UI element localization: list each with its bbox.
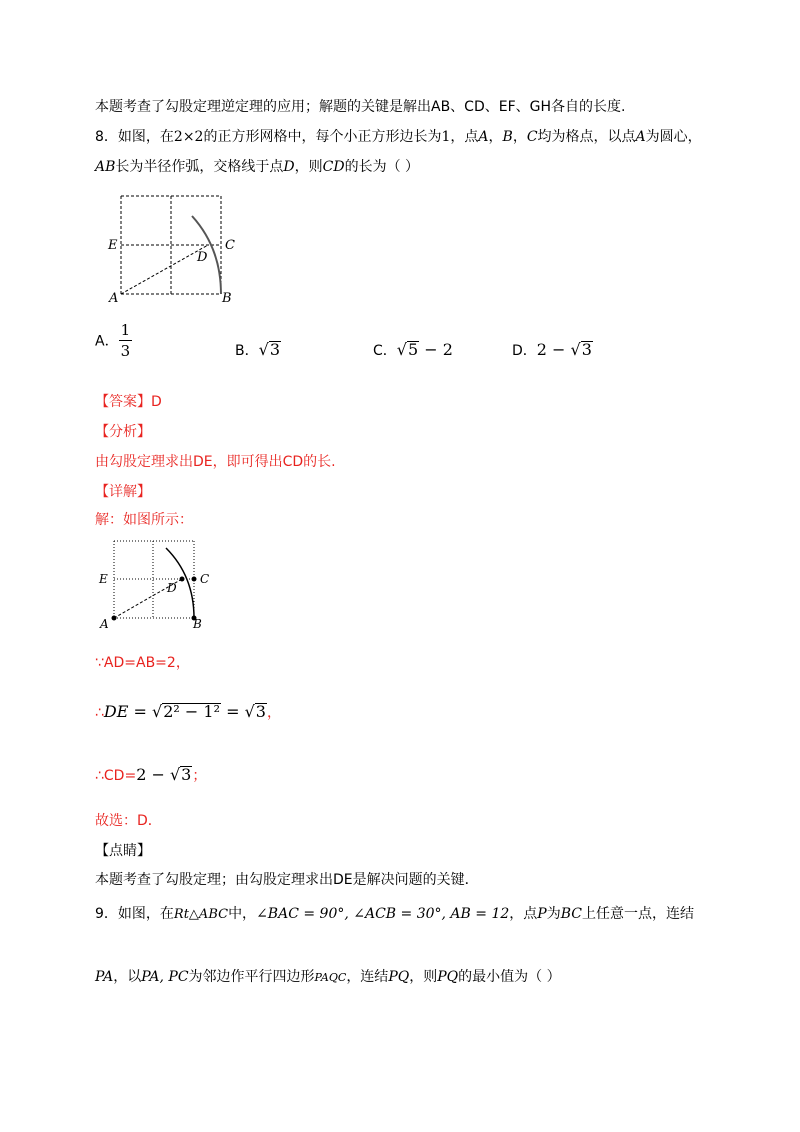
label-d: D xyxy=(167,581,177,595)
point-a xyxy=(112,616,117,621)
comment-heading: 【点睛】 xyxy=(95,843,151,859)
option-a[interactable]: A． $\frac{1}{3}$ xyxy=(95,321,131,360)
option-d[interactable]: D．2 − √3 xyxy=(512,340,592,359)
label-b: B xyxy=(193,617,202,631)
fraction: $\frac{1}{3}$ xyxy=(120,321,131,360)
point-c xyxy=(192,577,197,582)
option-c[interactable]: C．√5 − 2 xyxy=(373,340,453,359)
label-a: A xyxy=(109,291,119,306)
choose-line: 故选：D． xyxy=(95,813,162,829)
q8-line-1: 8．如图，在2×2的正方形网格中，每个小正方形边长为1，点A，B，C均为格点，以点A为圆心， xyxy=(95,129,702,145)
step-1: ∵AD=AB=2， xyxy=(95,655,190,671)
segment-ad xyxy=(121,245,208,294)
q8-figure xyxy=(105,188,245,306)
q8-line-2: AB长为半径作弧，交格线于点D，则CD的长为（ ） xyxy=(95,159,420,175)
q9-line-1: 9．如图，在Rt△ABC中，∠BAC = 90°, ∠ACB = 30°, AB = 12，点P为BC上任意一点，连结 xyxy=(95,906,694,922)
step-2: ∴DE = √2² − 1² = √3， xyxy=(95,702,281,721)
detail-intro: 解：如图所示： xyxy=(95,512,193,528)
solution-figure xyxy=(96,536,226,632)
intro-line: 本题考查了勾股定理逆定理的应用；解题的关键是解出AB、CD、EF、GH各自的长度. xyxy=(95,99,626,115)
label-e: E xyxy=(108,238,118,253)
label-d: D xyxy=(197,250,208,265)
analysis-text: 由勾股定理求出DE，即可得出CD的长. xyxy=(95,454,336,470)
label-c: C xyxy=(225,238,235,253)
label-c: C xyxy=(200,572,210,586)
step-3: ∴CD=2 − √3； xyxy=(95,765,207,784)
analysis-heading: 【分析】 xyxy=(95,424,151,440)
label-a: A xyxy=(100,617,109,631)
q9-line-2: PA，以PA, PC为邻边作平行四边形PAQC，连结PQ，则PQ的最小值为（ ） xyxy=(95,969,561,985)
point-d xyxy=(180,577,185,582)
detail-heading: 【详解】 xyxy=(95,484,151,500)
label-b: B xyxy=(222,291,232,306)
option-b[interactable]: B．√3 xyxy=(235,340,280,359)
answer-line: 【答案】D xyxy=(95,394,162,410)
comment-text: 本题考查了勾股定理；由勾股定理求出DE是解决问题的关键． xyxy=(95,872,479,888)
label-e: E xyxy=(99,572,108,586)
